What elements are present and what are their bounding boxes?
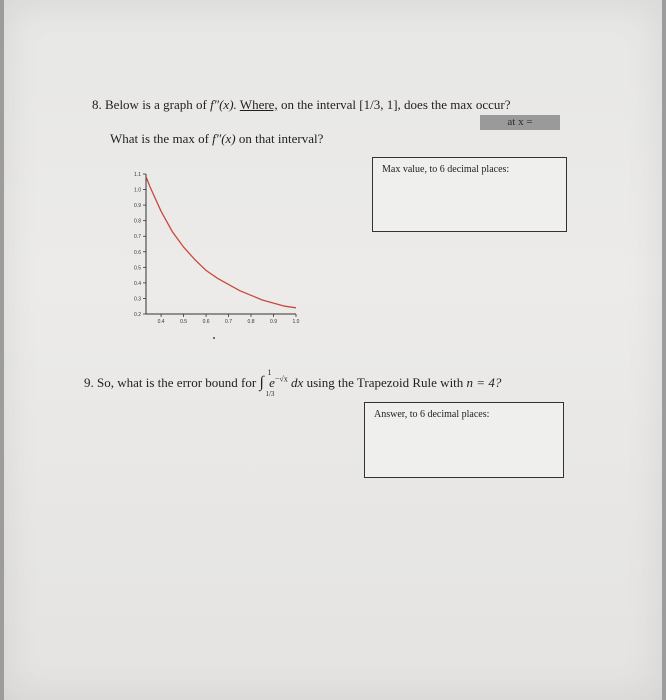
chart-y-tick-label: 0.9 bbox=[134, 203, 141, 210]
chart-x-tick-label: 1.0 bbox=[292, 319, 300, 325]
q9-number: 9. bbox=[84, 375, 94, 390]
worksheet-page bbox=[4, 0, 662, 700]
chart-y-tick-label: 0.6 bbox=[134, 249, 141, 256]
chart-series-line bbox=[146, 177, 296, 308]
q8-function: f″(x). bbox=[210, 97, 237, 112]
q8-text-after: on the interval [1/3, 1], does the max occur? bbox=[280, 97, 511, 112]
q8-sub-after: on that interval? bbox=[238, 131, 324, 146]
integral-upper-bound: 1 bbox=[267, 368, 272, 377]
integral-expression: ∫ 1 1/3 bbox=[259, 368, 275, 398]
chart-y-tick-label: 0.2 bbox=[134, 312, 141, 318]
chart-x-tick-label: 0.4 bbox=[157, 319, 165, 325]
paper-speck bbox=[213, 337, 215, 339]
error-bound-box-label: Answer, to 6 decimal places: bbox=[374, 409, 490, 420]
chart-y-tick-label: 0.5 bbox=[134, 265, 141, 272]
chart-y-tick-label: 0.8 bbox=[134, 218, 141, 225]
chart-y-tick-label: 1.0 bbox=[134, 187, 141, 194]
answer-prefix: at x = bbox=[507, 116, 533, 128]
q9-text-after: using the Trapezoid Rule with bbox=[306, 375, 464, 390]
q9-n-expression: n = 4? bbox=[466, 375, 502, 390]
chart-y-tick-label: 1.1 bbox=[134, 172, 141, 178]
f-double-prime-graph bbox=[116, 166, 300, 336]
q8-sub-function: f″(x) bbox=[212, 131, 236, 146]
chart-x-tick-label: 0.9 bbox=[270, 319, 277, 325]
max-value-box-label: Max value, to 6 decimal places: bbox=[382, 164, 510, 175]
q8-sub-before: What is the max of bbox=[110, 131, 209, 146]
question-8-sub bbox=[110, 131, 323, 147]
chart-x-tick-label: 0.6 bbox=[202, 319, 210, 325]
q8-number: 8. bbox=[92, 97, 102, 112]
question-8 bbox=[92, 97, 511, 113]
max-location-answer-field[interactable] bbox=[480, 115, 560, 130]
chart-y-tick-label: 0.3 bbox=[134, 296, 141, 303]
chart-x-tick-label: 0.8 bbox=[247, 319, 255, 325]
integral-lower-bound: 1/3 bbox=[265, 390, 275, 398]
chart-x-tick-label: 0.7 bbox=[225, 319, 233, 325]
error-bound-answer-box[interactable] bbox=[364, 402, 564, 478]
question-9 bbox=[84, 368, 502, 398]
integral-dx: dx bbox=[291, 375, 304, 390]
chart-y-tick-label: 0.4 bbox=[134, 280, 141, 287]
chart-x-tick-label: 0.5 bbox=[180, 319, 188, 325]
integrand-base: e bbox=[269, 375, 275, 390]
q8-text-before: Below is a graph of bbox=[105, 97, 207, 112]
max-value-answer-box[interactable] bbox=[372, 157, 567, 232]
q9-text-before: So, what is the error bound for bbox=[97, 375, 257, 390]
integrand-exponent: −√x bbox=[274, 374, 288, 384]
q8-where: Where, bbox=[239, 97, 278, 112]
chart-y-tick-label: 0.7 bbox=[134, 234, 141, 241]
